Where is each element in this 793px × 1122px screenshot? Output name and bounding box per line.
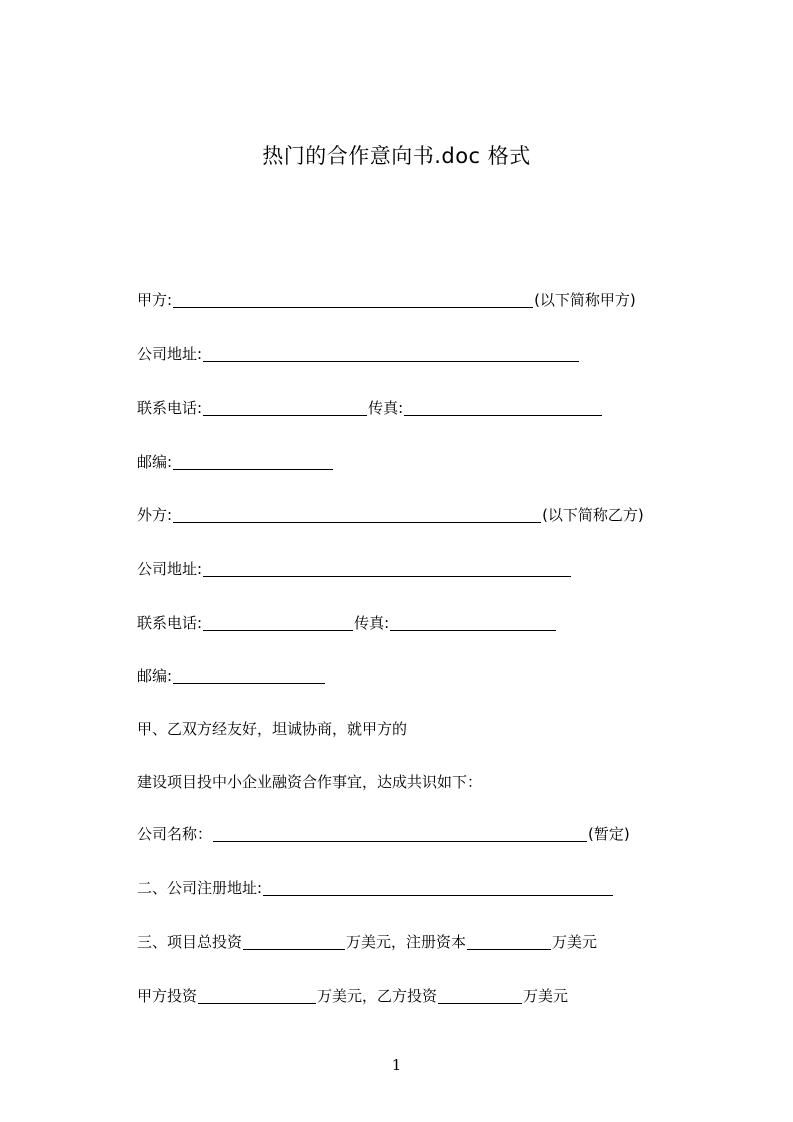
party-a-name-suffix: (以下简称甲方) bbox=[534, 291, 636, 309]
document-title: 热门的合作意向书.doc 格式 bbox=[262, 144, 531, 168]
party-b-name-blank[interactable] bbox=[173, 504, 541, 523]
intro-line-1 bbox=[137, 717, 407, 741]
company-name-line bbox=[137, 822, 630, 846]
party-b-name-label: 外方: bbox=[137, 506, 173, 524]
party-b-contact-line bbox=[137, 611, 557, 635]
party-a-fax-label: 传真: bbox=[368, 399, 404, 417]
party-a-postcode-blank[interactable] bbox=[173, 451, 333, 470]
party-investment-line bbox=[137, 984, 568, 1008]
party-a-contact-line bbox=[137, 396, 603, 420]
registered-address-label: 二、公司注册地址: bbox=[137, 879, 263, 897]
party-b-postcode-label: 邮编: bbox=[137, 667, 173, 685]
party-a-invest-unit: 万美元，乙方投资 bbox=[317, 987, 438, 1005]
company-name-label: 公司名称： bbox=[137, 825, 213, 843]
intro-text-1: 甲、乙双方经友好，坦诚协商，就甲方的 bbox=[137, 720, 408, 738]
registered-address-line bbox=[137, 876, 614, 900]
party-b-invest-unit: 万美元 bbox=[523, 987, 569, 1005]
investment-unit: 万美元，注册资本 bbox=[346, 933, 467, 951]
investment-line bbox=[137, 930, 597, 954]
intro-line-2 bbox=[137, 770, 482, 794]
party-a-postcode-line bbox=[137, 450, 334, 474]
party-a-address-line bbox=[137, 342, 580, 366]
party-b-fax-blank[interactable] bbox=[390, 612, 556, 631]
company-name-blank[interactable] bbox=[213, 823, 587, 842]
party-a-invest-blank[interactable] bbox=[198, 985, 316, 1004]
party-a-postcode-label: 邮编: bbox=[137, 453, 173, 471]
party-a-address-blank[interactable] bbox=[203, 343, 579, 362]
registered-address-blank[interactable] bbox=[263, 877, 613, 896]
party-b-phone-blank[interactable] bbox=[203, 612, 353, 631]
party-b-postcode-line bbox=[137, 664, 326, 688]
total-investment-blank[interactable] bbox=[243, 931, 345, 950]
party-a-name-line bbox=[137, 288, 636, 312]
party-b-address-line bbox=[137, 557, 572, 581]
registered-capital-blank[interactable] bbox=[467, 931, 551, 950]
party-b-address-label: 公司地址: bbox=[137, 560, 203, 578]
party-a-name-blank[interactable] bbox=[173, 289, 533, 308]
party-b-address-blank[interactable] bbox=[203, 558, 571, 577]
party-b-fax-label: 传真: bbox=[354, 614, 390, 632]
company-name-suffix: (暂定) bbox=[588, 825, 630, 843]
party-a-name-label: 甲方: bbox=[137, 291, 173, 309]
party-a-phone-label: 联系电话: bbox=[137, 399, 203, 417]
party-b-invest-blank[interactable] bbox=[438, 985, 522, 1004]
party-a-fax-blank[interactable] bbox=[404, 397, 602, 416]
registered-capital-unit: 万美元 bbox=[552, 933, 598, 951]
party-b-name-suffix: (以下简称乙方) bbox=[542, 506, 644, 524]
page-number: 1 bbox=[391, 1056, 402, 1074]
party-b-name-line bbox=[137, 503, 644, 527]
investment-label: 三、项目总投资 bbox=[137, 933, 243, 951]
intro-text-2: 建设项目投中小企业融资合作事宜，达成共识如下： bbox=[137, 773, 483, 791]
party-b-postcode-blank[interactable] bbox=[173, 665, 325, 684]
party-a-invest-label: 甲方投资 bbox=[137, 987, 198, 1005]
party-a-address-label: 公司地址: bbox=[137, 345, 203, 363]
party-a-phone-blank[interactable] bbox=[203, 397, 367, 416]
party-b-phone-label: 联系电话: bbox=[137, 614, 203, 632]
